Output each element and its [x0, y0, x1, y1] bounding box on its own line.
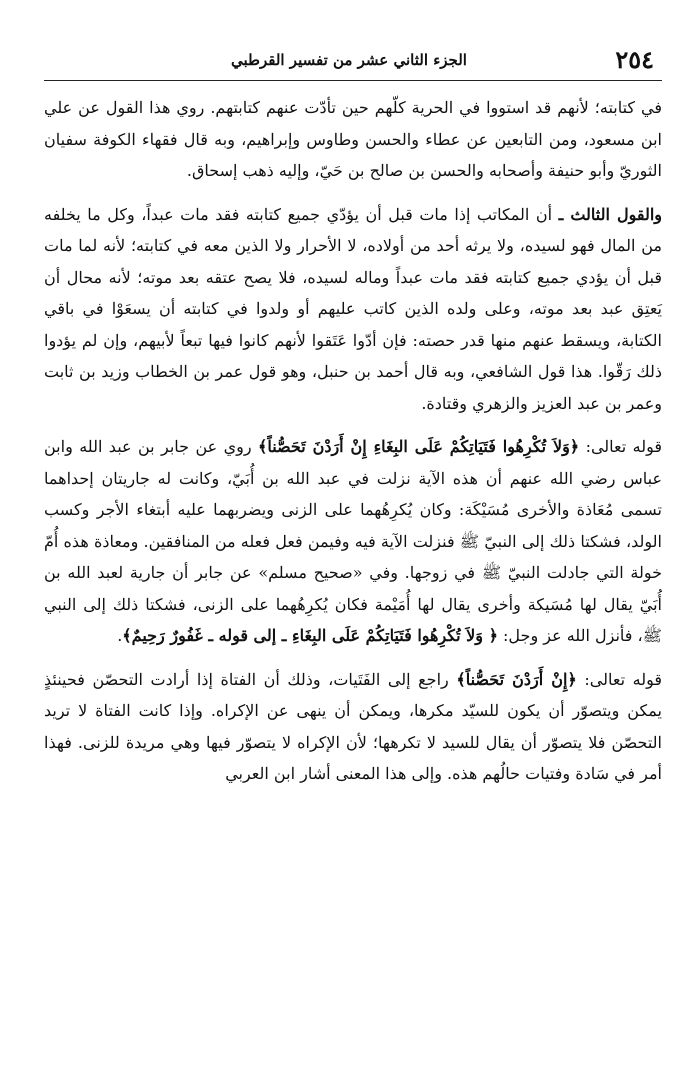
- page-title: الجزء الثاني عشر من تفسير القرطبي: [231, 51, 467, 69]
- paragraph-text: أن المكاتب إذا مات قبل أن يؤدّي جميع كتابته فقد مات عبداً، وكل ما يخلفه من المال فهو لسيده، ولا يرثه أحد من أولاده، لا الأحرار ولا الذين معه في كتابته؛ لأنه لما مات قبل أن يؤدي جميع كتابته فقد مات عبداً وماله لسيده، فلا يصح عتقه بعد موته؛ لأنه محال أن يَعتِق عبد بعد موته، وعلى ولده الذين كاتب عليهم أو ولدوا في كتابته أن يسعَوْا في باقي الكتابة، ويسقط عنهم منها قدر حصته: فإن أدّوا عَتَقوا لأنهم كانوا فيها تبعاً لأبيهم، وإن لم يؤدوا ذلك رَقّوا. هذا قول الشافعي، وبه قال أحمد بن حنبل، وهو قول عمر بن الخطاب وزيد بن ثابت وعمر بن عبد العزيز والزهري وقتادة.: [44, 204, 662, 413]
- quran-verse-2: ﴿ وَلاَ تُكْرِهُوا فَتَيَاتِكُمْ عَلَى البِغَاءِ ـ إلى قوله ـ غَفُورٌ رَحِيمٌ﴾: [122, 626, 498, 645]
- paragraph-lead: والقول الثالث ـ: [558, 204, 662, 224]
- paragraph-4: [44, 664, 662, 790]
- paragraph-text: راجع إلى الفَتَيات، وذلك أن الفتاة إذا أرادت التحصّن فحينئذٍ يمكن ويتصوّر أن يكون للسيّد مكرها، ويمكن أن ينهى عن الإكراه. وإذا كانت الفتاة لا تريد التحصّن فلا يتصوّر أن يقال للسيد لا تكرهها؛ لأن الإكراه لا يتصوّر فيها وهي مريدة للزنى. فهذا أمر في سَادة وفتيات حالُهم هذه. وإلى هذا المعنى أشار ابن العربي: [44, 669, 662, 783]
- paragraph-lead: قوله تعالى:: [579, 437, 662, 456]
- paragraph-2: [44, 199, 662, 420]
- paragraph-lead: قوله تعالى:: [576, 669, 662, 689]
- paragraph-3: [44, 431, 662, 652]
- document-body: [44, 92, 662, 802]
- paragraph-text: روي عن جابر بن عبد الله وابن عباس رضي الله عنهم أن هذه الآية نزلت في عبد الله بن أُبَيّ، وكانت له جاريتان إحداهما تسمى مُعَاذة والأخرى مُسَيْكَة: وكان يُكرِهُهما على الزنى ويضربهما عليه أبتغاء الأجر وكسب الولد، فشكتا ذلك إلى النبيّ ﷺ فنزلت الآية فيه وفيمن فعل فعله من المنافقين. ومعاذة هذه أُمّ خولة التي جادلت النبيّ ﷺ في زوجها. وفي «صحيح مسلم» عن جابر أن جارية لعبد الله بن أُبَيّ يقال لها مُسَيكة وأخرى يقال لها أُمَيْمة فكان يُكرِهُهما على الزنى، فشكتا ذلك إلى النبي ﷺ، فأنزل الله عز وجل:: [44, 437, 662, 645]
- paragraph-1: [44, 92, 662, 187]
- header-divider: [44, 80, 662, 81]
- page-number: ٢٥٤: [615, 45, 654, 74]
- paragraph-text: في كتابته؛ لأنهم قد استووا في الحرية كلّهم حين تأدّت عنهم كتابتهم. روي هذا القول عن علي ابن مسعود، ومن التابعين عن عطاء والحسن وطاوس وإبراهيم، وبه قال فقهاء الكوفة سفيان الثوريّ وأبو حنيفة وأصحابه والحسن بن صالح بن حَيّ، وإليه ذهب إسحاق.: [44, 98, 662, 180]
- quran-verse: ﴿وَلاَ تُكْرِهُوا فَتَيَاتِكُمْ عَلَى البِغَاءِ إِنْ أَرَدْنَ تَحَصُّناً﴾: [257, 437, 580, 456]
- running-header: [44, 42, 654, 78]
- quran-verse: ﴿إِنْ أَرَدْنَ تَحَصُّناً﴾: [456, 669, 577, 689]
- paragraph-text-end: .: [117, 626, 123, 645]
